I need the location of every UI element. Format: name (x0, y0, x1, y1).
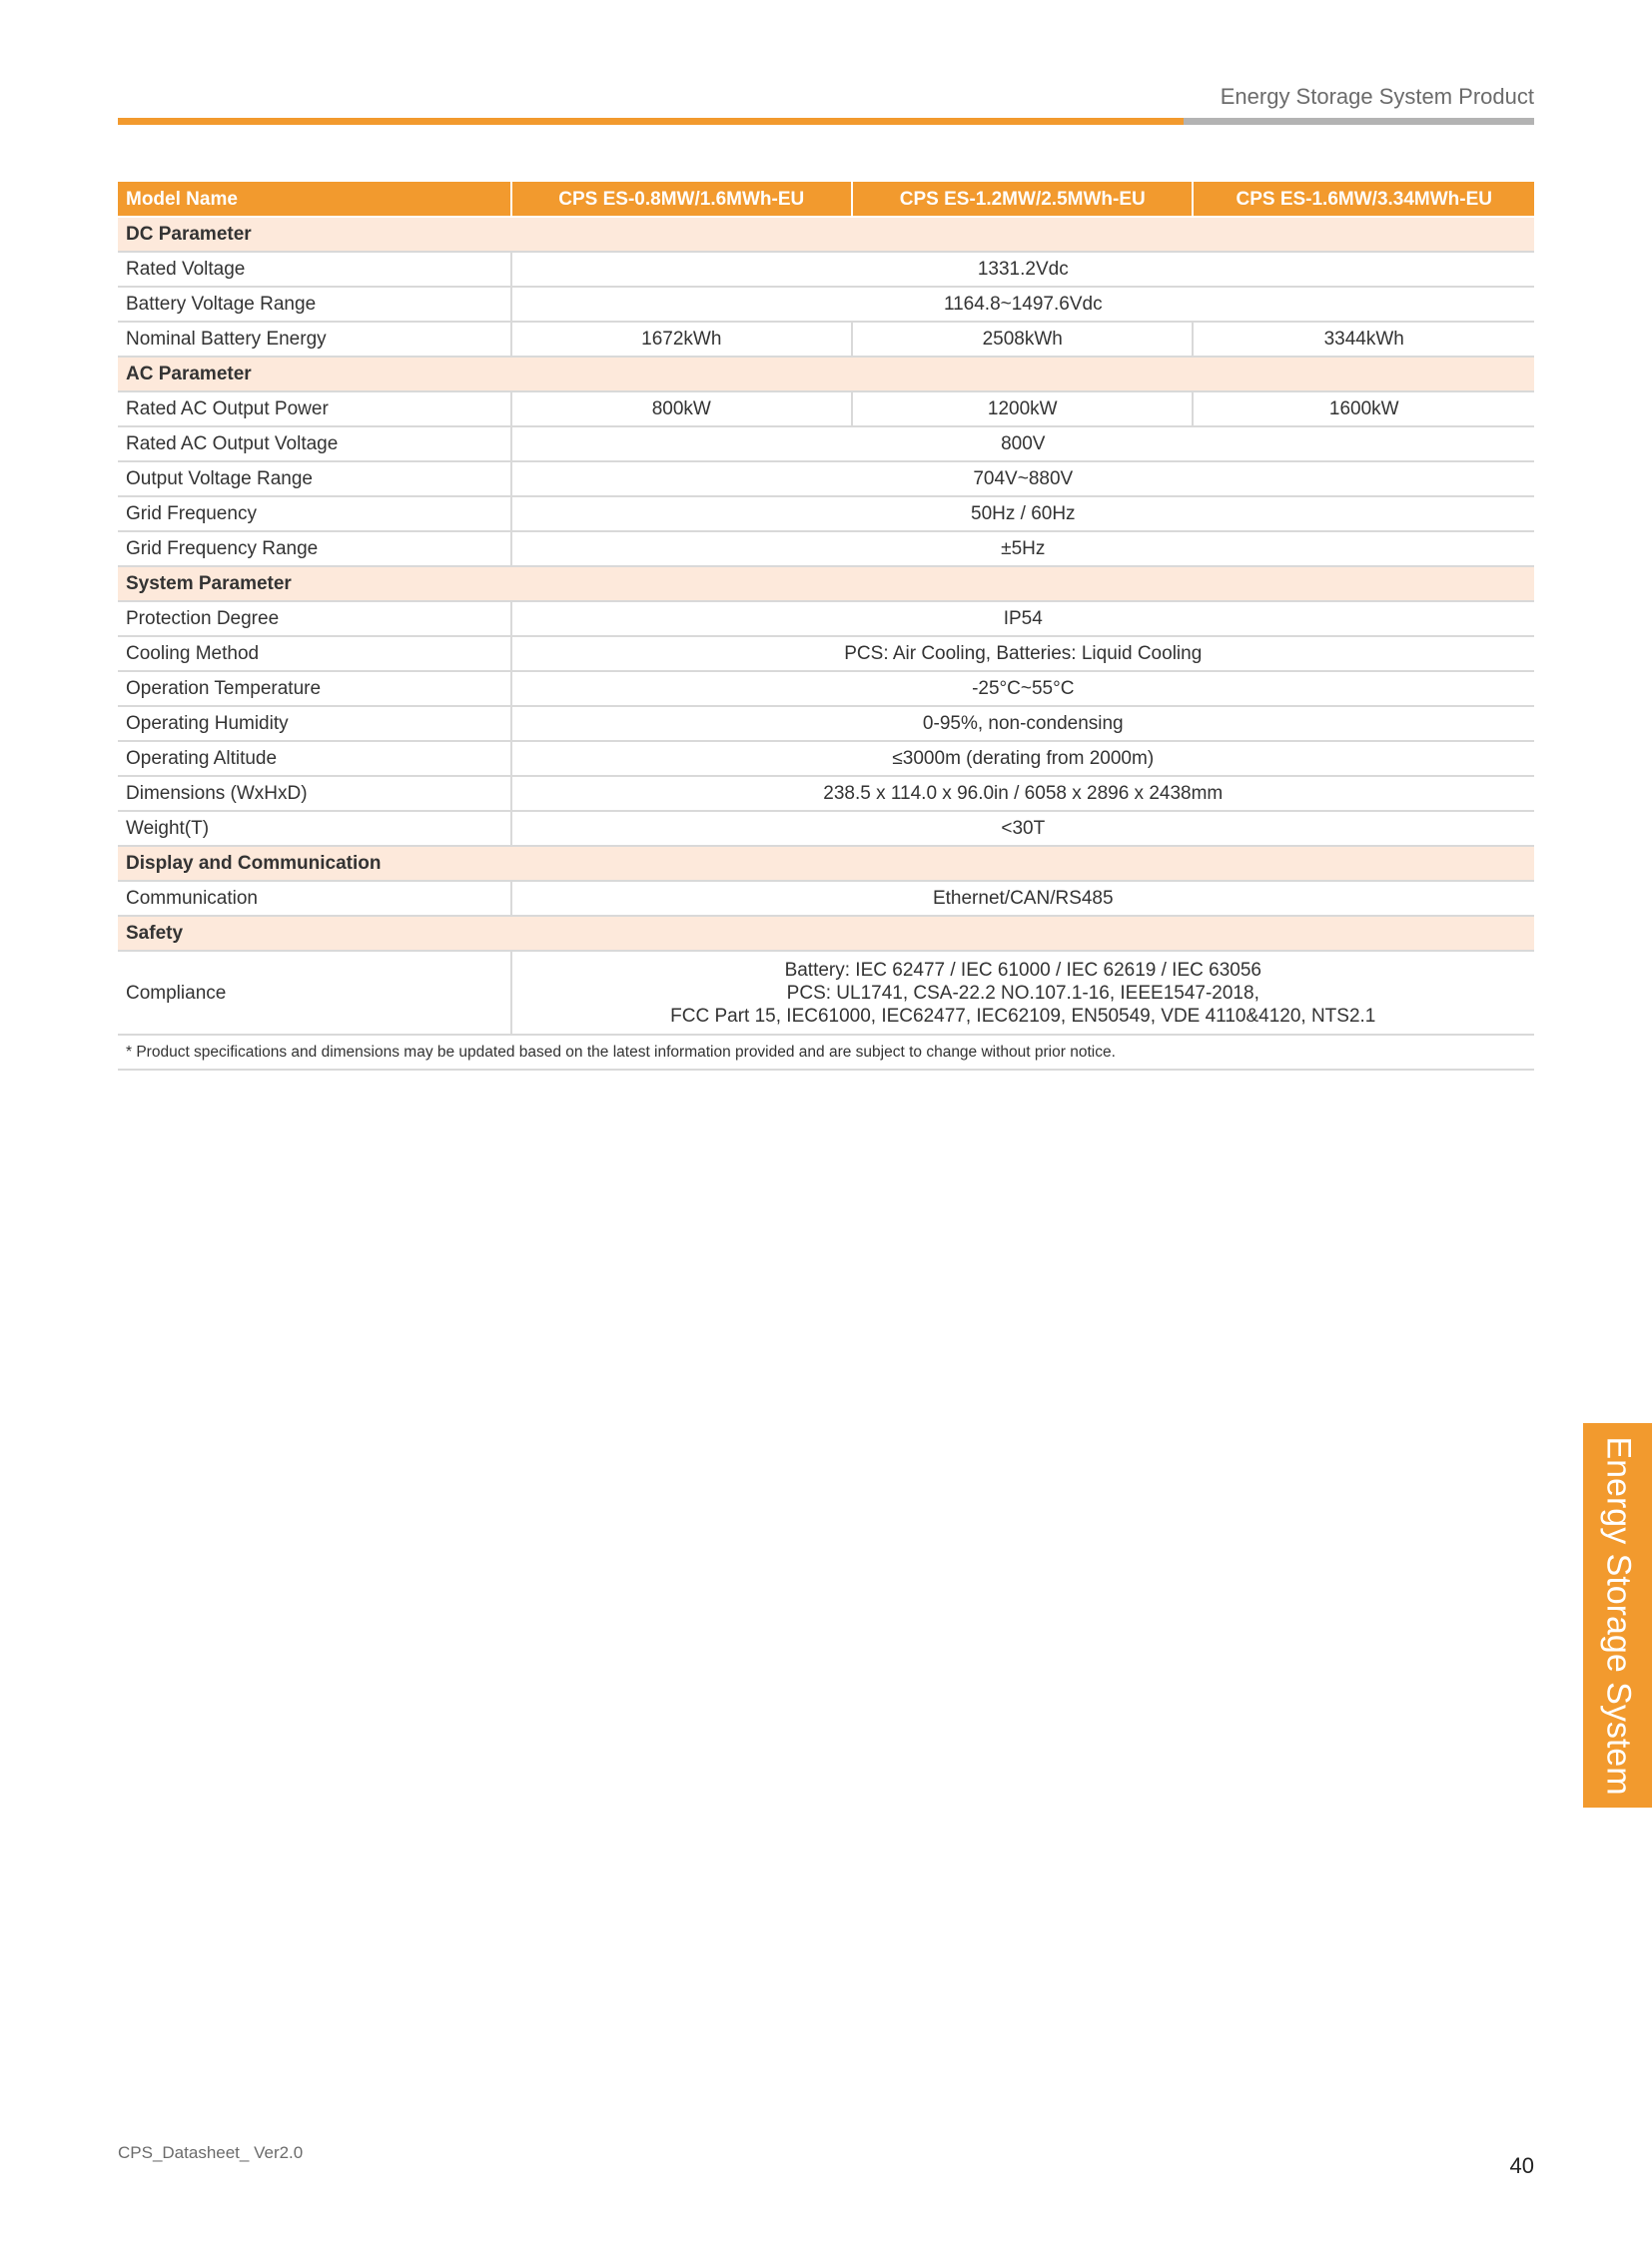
table-row (118, 496, 1534, 531)
row-value: 50Hz / 60Hz (511, 496, 1534, 531)
header-rule-accent (118, 118, 1184, 125)
row-label: Operating Humidity (118, 706, 511, 741)
table-row (118, 461, 1534, 496)
row-value: 704V~880V (511, 461, 1534, 496)
row-value: 1600kW (1193, 391, 1534, 426)
header-rule (118, 118, 1534, 125)
header-title: Energy Storage System Product (1220, 84, 1534, 109)
table-row (118, 391, 1534, 426)
table-row (118, 252, 1534, 287)
row-value: ≤3000m (derating from 2000m) (511, 741, 1534, 776)
side-tab (1583, 1423, 1652, 1808)
table-row (118, 322, 1534, 357)
model-name-label: Model Name (118, 182, 511, 217)
table-row (118, 287, 1534, 322)
side-tab-label: Energy Storage System (1599, 1435, 1637, 1796)
page-number: 40 (1509, 2153, 1534, 2178)
row-label: Dimensions (WxHxD) (118, 776, 511, 811)
section-row-display (118, 846, 1534, 881)
section-row-safety (118, 916, 1534, 951)
row-value: 1164.8~1497.6Vdc (511, 287, 1534, 322)
compliance-value (511, 951, 1534, 1035)
row-label: Output Voltage Range (118, 461, 511, 496)
compliance-line-pcs: PCS: UL1741, CSA-22.2 NO.107.1-16, IEEE1547-2018, (786, 982, 1259, 1004)
table-row (118, 636, 1534, 671)
row-label: Communication (118, 881, 511, 916)
row-label: Compliance (118, 951, 511, 1035)
model-name-1: CPS ES-0.8MW/1.6MWh-EU (511, 182, 852, 217)
row-value: 0-95%, non-condensing (511, 706, 1534, 741)
section-title: Display and Communication (118, 846, 1534, 881)
row-label: Rated Voltage (118, 252, 511, 287)
compliance-line-battery: Battery: IEC 62477 / IEC 61000 / IEC 62619 / IEC 63056 (784, 959, 1261, 981)
row-label: Weight(T) (118, 811, 511, 846)
row-label: Operating Altitude (118, 741, 511, 776)
row-label: Protection Degree (118, 601, 511, 636)
section-title: System Parameter (118, 566, 1534, 601)
table-row (118, 811, 1534, 846)
row-value: <30T (511, 811, 1534, 846)
row-label: Battery Voltage Range (118, 287, 511, 322)
row-label: Grid Frequency (118, 496, 511, 531)
row-value: PCS: Air Cooling, Batteries: Liquid Cooling (511, 636, 1534, 671)
model-header-row (118, 182, 1534, 217)
section-row-system (118, 566, 1534, 601)
table-row (118, 671, 1534, 706)
footer-doc-version: CPS_Datasheet_ Ver2.0 (118, 2143, 304, 2162)
row-label: Grid Frequency Range (118, 531, 511, 566)
table-row (118, 881, 1534, 916)
section-title: Safety (118, 916, 1534, 951)
section-row-ac (118, 357, 1534, 391)
row-value: Ethernet/CAN/RS485 (511, 881, 1534, 916)
row-value: 3344kWh (1193, 322, 1534, 357)
table-footnote: * Product specifications and dimensions may be updated based on the latest information provided and are subject to change without prior notice. (118, 1035, 1534, 1070)
row-value: -25°C~55°C (511, 671, 1534, 706)
compliance-line-standards: FCC Part 15, IEC61000, IEC62477, IEC62109, EN50549, VDE 4110&4120, NTS2.1 (670, 1005, 1376, 1027)
table-row (118, 951, 1534, 1035)
section-title: AC Parameter (118, 357, 1534, 391)
row-value: 800V (511, 426, 1534, 461)
table-row (118, 741, 1534, 776)
row-label: Operation Temperature (118, 671, 511, 706)
table-row (118, 706, 1534, 741)
model-name-2: CPS ES-1.2MW/2.5MWh-EU (852, 182, 1193, 217)
model-name-3: CPS ES-1.6MW/3.34MWh-EU (1193, 182, 1534, 217)
row-value: 238.5 x 114.0 x 96.0in / 6058 x 2896 x 2438mm (511, 776, 1534, 811)
row-value: ±5Hz (511, 531, 1534, 566)
row-value: 1200kW (852, 391, 1193, 426)
table-row (118, 531, 1534, 566)
row-label: Rated AC Output Power (118, 391, 511, 426)
row-label: Rated AC Output Voltage (118, 426, 511, 461)
section-row-dc (118, 217, 1534, 252)
table-row (118, 601, 1534, 636)
section-title: DC Parameter (118, 217, 1534, 252)
table-row (118, 426, 1534, 461)
row-label: Cooling Method (118, 636, 511, 671)
spec-table (118, 182, 1534, 1071)
row-value: 1331.2Vdc (511, 252, 1534, 287)
table-note-row (118, 1035, 1534, 1070)
row-value: 800kW (511, 391, 852, 426)
row-value: 1672kWh (511, 322, 852, 357)
row-value: 2508kWh (852, 322, 1193, 357)
row-label: Nominal Battery Energy (118, 322, 511, 357)
row-value: IP54 (511, 601, 1534, 636)
table-row (118, 776, 1534, 811)
